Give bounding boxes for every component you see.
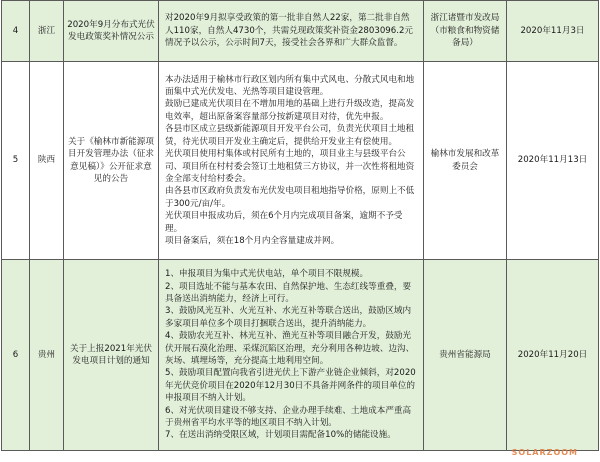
table-row — [2, 62, 599, 260]
content-paragraph: 1、申报项目为集中式光伏电站，单个项目不限规模。 — [165, 269, 369, 280]
province-cell: 浙江 — [30, 1, 64, 62]
row-number: 6 — [2, 260, 30, 451]
department-cell: 浙江诸暨市发改局（市粮食和物资储备局） — [424, 1, 507, 62]
content-paragraph: 本办法适用于榆林市行政区划内所有集中式风电、分散式风电和地面集中式光伏发电、光热等项目建设管理。 — [165, 74, 415, 98]
content-paragraph: 3、鼓励风光互补、火光互补、水光互补等联合送出，鼓励区域内多家项目单位多个项目打捆联合送出，提升消纳能力。 — [165, 306, 412, 329]
content-paragraph: 对2020年9月拟享受政策的第一批非自然人22家，第二批非自然人110家，自然人4730个，共需兑现政策奖补资金2803096.2元情况予以公示，公示时间7天，接受社会各界和广大群众监督。 — [165, 13, 414, 49]
policy-title-cell: 关于上报2021年光伏发电项目计划的通知 — [64, 260, 159, 451]
content-paragraph: 光伏项目使用村集体或村民所有土地的，项目业主与县级平台公司、项目所在村村委会签订土地租赁三方协议，并一次性将租地资金全部支付给村委会。 — [165, 149, 415, 184]
row-number: 4 — [2, 1, 30, 62]
table-row — [2, 1, 599, 62]
row-number: 5 — [2, 62, 30, 260]
policy-content-cell — [159, 1, 424, 62]
content-paragraph: 项目备案后，须在18个月内全容量建成并网。 — [165, 235, 340, 246]
content-paragraph: 鼓励已建成光伏项目在不增加用地的基础上进行升级改造，提高发电效率，超出原备案容量部分按新建项目对待，优先申报。 — [165, 99, 415, 122]
policy-table — [1, 0, 599, 451]
content-paragraph: 6、对光伏项目建设不够支持、企业办理手续难、土地成本严重高于贵州省平均水平等的地区项目不纳入计划。 — [165, 405, 412, 429]
date-cell: 2020年11月3日 — [507, 1, 599, 62]
date-cell: 2020年11月20日 — [507, 260, 599, 451]
content-paragraph: 光伏项目申报成功后，须在6个月内完成项目备案，逾期不予受理。 — [165, 211, 403, 234]
department-cell: 贵州省能源局 — [424, 260, 507, 451]
policy-content-cell — [159, 62, 424, 260]
table-row — [2, 260, 599, 451]
content-paragraph: 由各县市区政府负责发布光伏发电项目租地指导价格，原则上不低于300元/亩/年。 — [165, 186, 415, 209]
province-cell: 陕西 — [30, 62, 64, 260]
content-paragraph: 各县市区成立县级新能源项目开发平台公司，负责光伏项目土地租赁，待光伏项目开发业主确定后，提供给开发业主有偿使用。 — [165, 124, 415, 147]
policy-content-cell — [159, 260, 424, 451]
province-cell: 贵州 — [30, 260, 64, 451]
watermark-logo: SOLARZOOM — [511, 448, 578, 457]
content-paragraph: 4、鼓励农光互补、林光互补、渔光互补等项目融合开发，鼓励光伏开展石漠化治理、采煤沉陷区治理，充分利用各种边坡、边沟、灰场、填埋场等，充分提高土地利用空间。 — [165, 331, 415, 366]
policy-title-cell: 关于《榆林市新能源项目开发管理办法（征求意见稿）》公开征求意见的公告 — [64, 62, 159, 260]
department-cell: 榆林市发展和改革委员会 — [424, 62, 507, 260]
date-cell: 2020年11月13日 — [507, 62, 599, 260]
content-paragraph: 5、鼓励项目配置向我省引进光伏上下游产业链企业倾斜，对2020年光伏竞价项目在2020年12月30日不具备并网条件的项目单位的申报项目不纳入计划。 — [165, 368, 416, 404]
policy-title-cell: 2020年9月分布式光伏发电政策奖补情况公示 — [64, 1, 159, 62]
content-paragraph: 2、项目选址不能与基本农田、自然保护地、生态红线等重叠，要具备送出消纳能力，经济上可行。 — [165, 281, 412, 304]
content-paragraph: 7、在送出消纳受限区域，计划项目需配备10%的储能设施。 — [165, 430, 396, 441]
